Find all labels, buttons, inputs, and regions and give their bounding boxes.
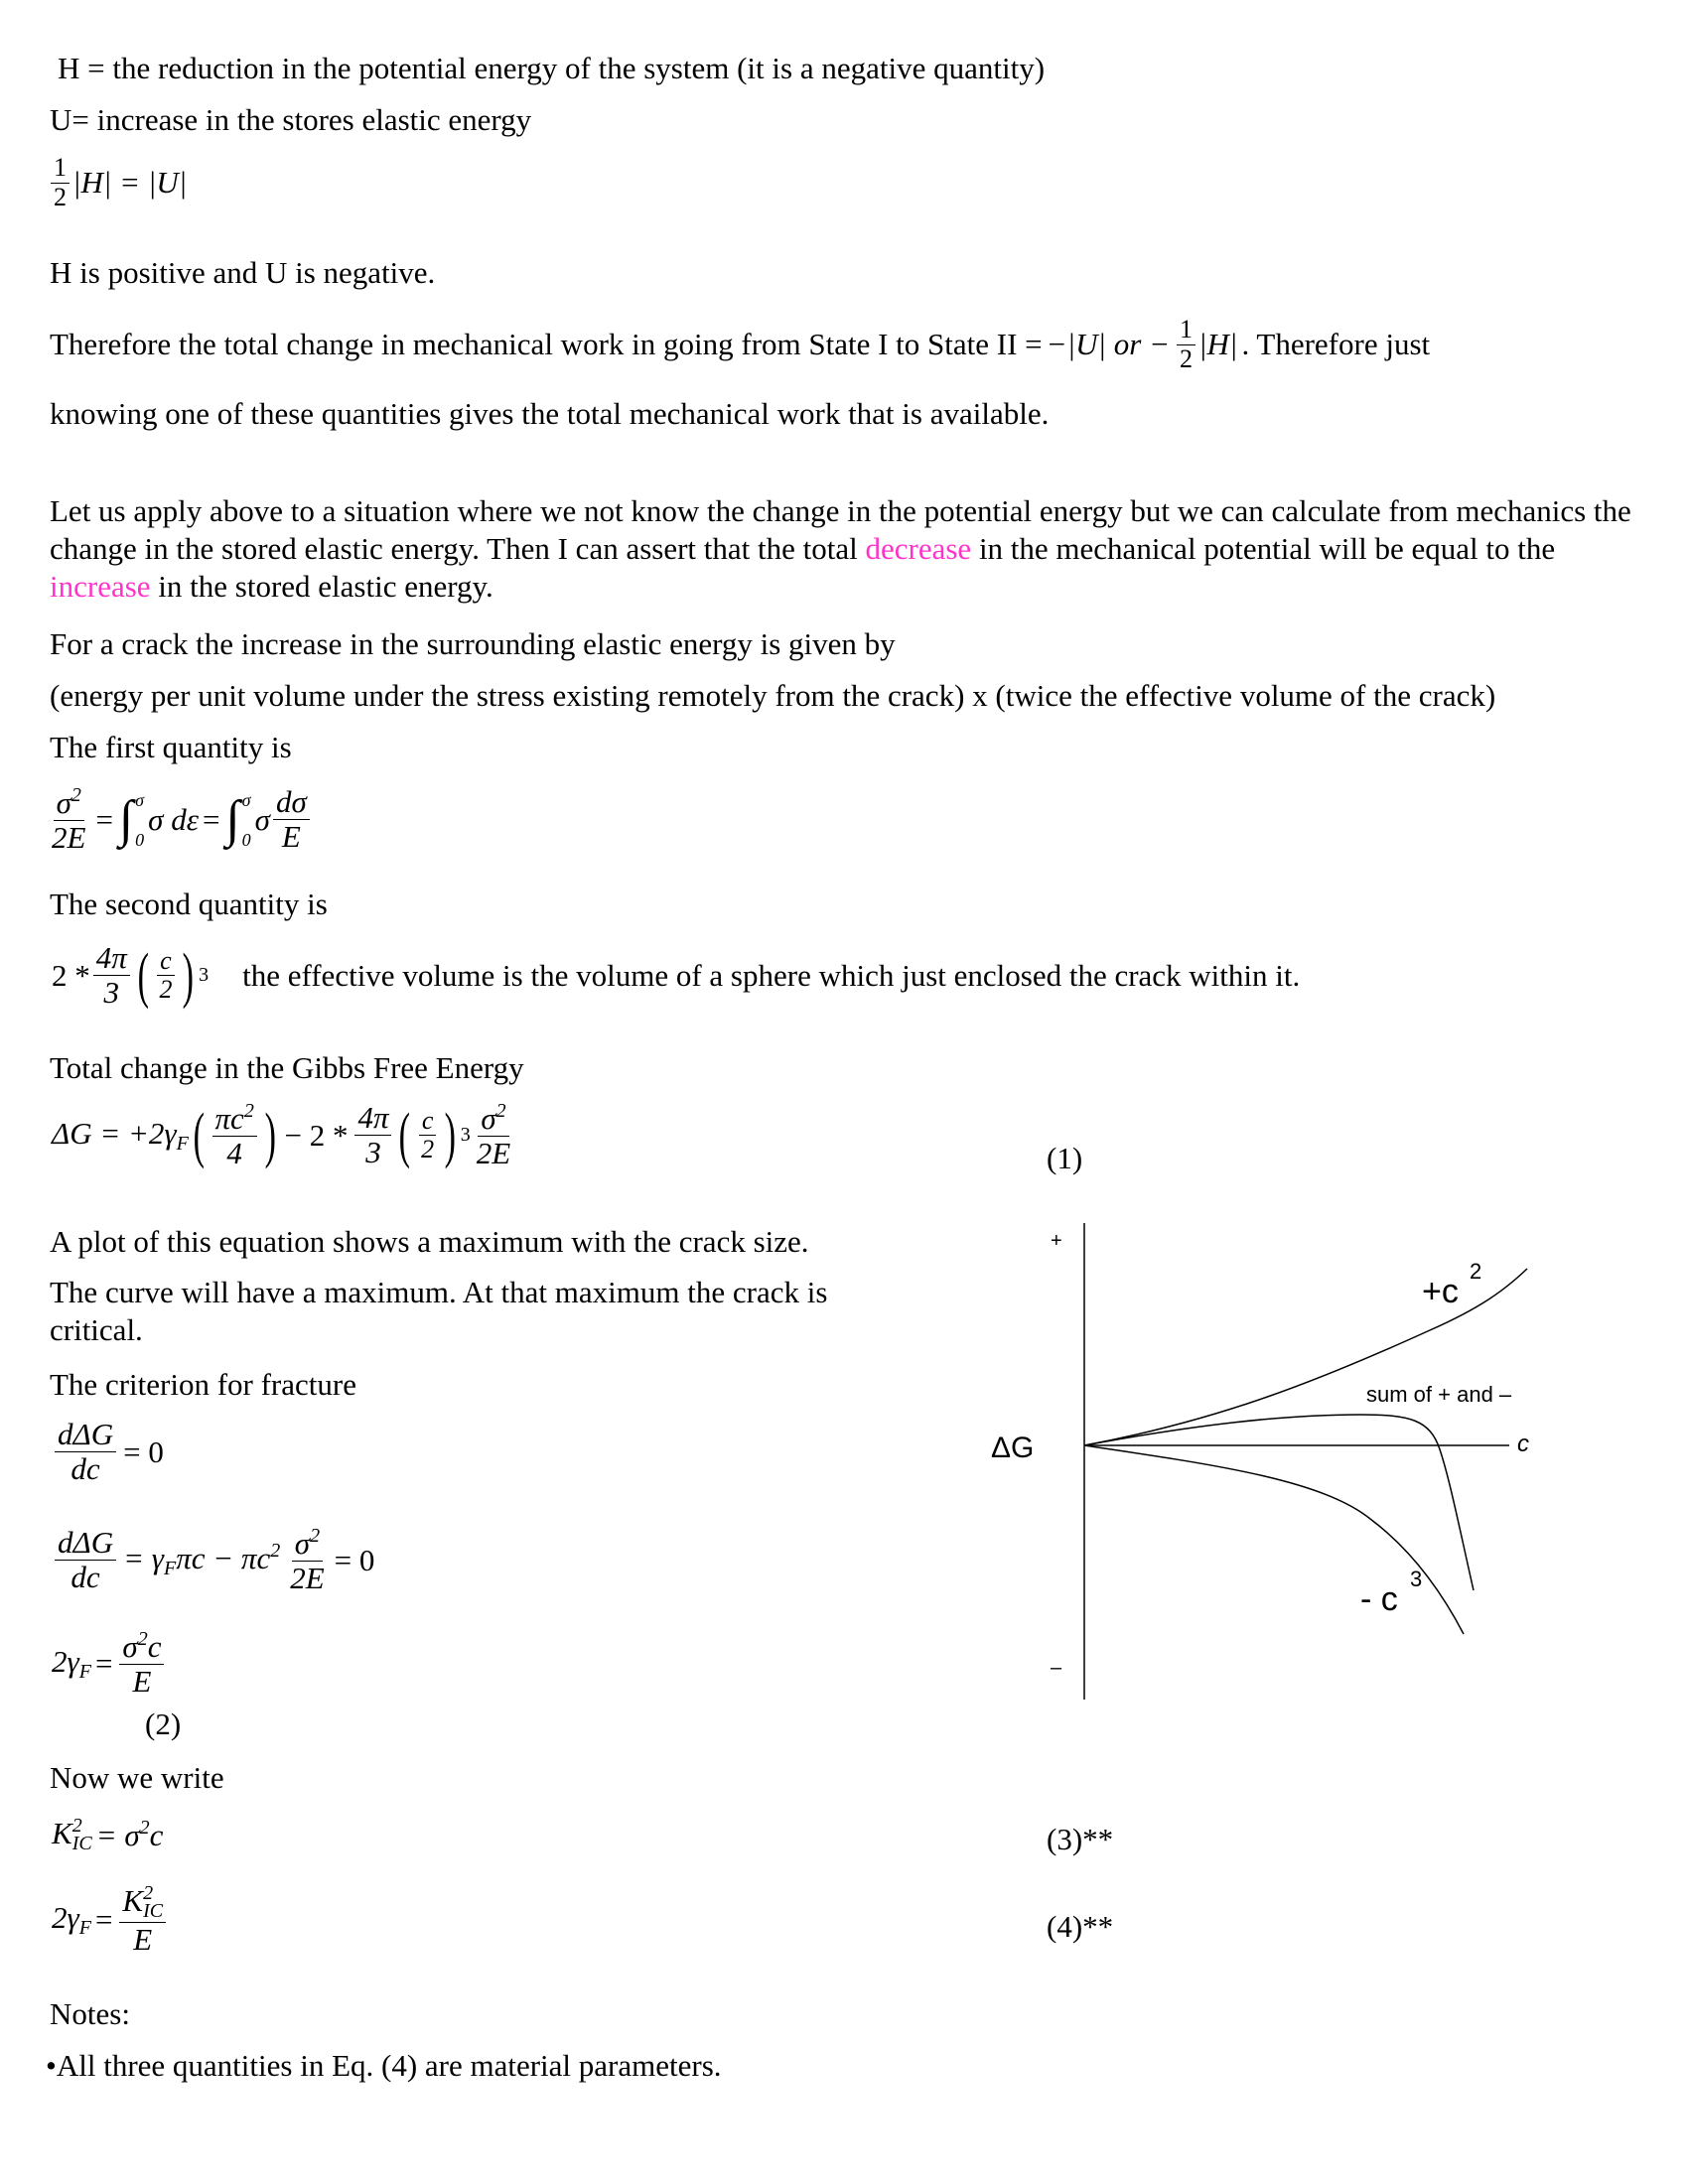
work-continued: knowing one of these quantities gives the total mechanical work that is available. <box>50 396 1050 431</box>
criterion: The criterion for fracture <box>50 1367 356 1402</box>
eq1-label: (1) <box>1047 1141 1083 1175</box>
curve-sum-label: sum of + and – <box>1366 1382 1512 1407</box>
curve-positive-exponent: 2 <box>1470 1259 1482 1284</box>
apply-text-3: in the stored elastic energy. <box>158 569 493 604</box>
sign-note: H is positive and U is negative. <box>50 255 436 290</box>
apply-paragraph <box>50 492 1638 606</box>
graph-y-minus: – <box>1051 1657 1062 1679</box>
eq2-label: (2) <box>145 1706 182 1741</box>
equation-derivative-expanded: $\frac{\text{dΔG}}{dc}$ = $\gamma_F\pi c - \pi c^2$ $\frac{\sigma^2}{2E}$ = 0 <box>52 1525 378 1595</box>
equation-2: $2\gamma_F$ = $\frac{\sigma^2c}{E}$ <box>52 1628 167 1699</box>
equation-strain-energy: $\frac{\sigma^2}{2E}$ = ∫ σ 0 σ dε = ∫ σ 0 σ $\frac{d\sigma}{E}$ <box>46 784 313 855</box>
work-line: Therefore the total change in mechanical work in going from State I to State II = −|U| or − $\frac{1}{2}$ |H| . Therefore just <box>50 315 1431 373</box>
notes-bullet-1: •All three quantities in Eq. (4) are material parameters. <box>46 2048 722 2083</box>
gibbs-heading: Total change in the Gibbs Free Energy <box>50 1050 524 1085</box>
work-post: . Therefore just <box>1241 327 1431 362</box>
graph-x-label: c <box>1517 1431 1529 1457</box>
apply-increase: increase <box>50 569 151 604</box>
apply-text-1: Let us apply above to a situation where we not know the change in the potential energy but we can calculate from mechanics the change in the stored elastic energy. Then I can assert that the total <box>50 493 1631 566</box>
notes-heading: Notes: <box>50 1996 130 2031</box>
equation-derivative-zero: $\frac{\text{dΔG}}{dc}$ = 0 <box>52 1418 168 1486</box>
effective-volume-text: the effective volume is the volume of a sphere which just enclosed the crack within it. <box>242 957 1301 993</box>
plot-text-1: A plot of this equation shows a maximum with the crack size. <box>50 1224 809 1259</box>
u-definition: U= increase in the stores elastic energy <box>50 102 532 137</box>
curve-positive-label: +c <box>1422 1273 1459 1310</box>
second-quantity: The second quantity is <box>50 887 328 921</box>
curve-positive-c2 <box>1084 1269 1527 1445</box>
equation-4: $2\gamma_F$ = $\frac{K^2_{IC}}{E}$ <box>52 1882 169 1957</box>
eq3-label: (3)** <box>1047 1822 1114 1856</box>
plot-text-2: The curve will have a maximum. At that maximum the crack is critical. <box>50 1275 828 1347</box>
graph-y-plus: + <box>1051 1230 1062 1252</box>
curve-negative-label: - c <box>1360 1580 1398 1618</box>
curve-negative-c3 <box>1084 1445 1464 1634</box>
first-quantity: The first quantity is <box>50 730 292 764</box>
now-write: Now we write <box>50 1760 224 1795</box>
apply-decrease: decrease <box>865 531 972 566</box>
equation-3: $K^2_{IC}$ = $\sigma^2c$ <box>52 1815 164 1854</box>
equation-effective-volume: 2 * $\frac{4\pi}{3}$ ( $\frac{c}{2}$ ) 3 the effective volume is the volume of a sphere which just enclosed the crack within it. <box>52 940 1301 1011</box>
equation-half-h-equals-u: $\frac{1}{2}$ |H| = |U| <box>48 154 187 211</box>
work-pre: Therefore the total change in mechanical work in going from State I to State II = <box>50 327 1043 362</box>
equation-gibbs: $\Delta G = +2\gamma_F$ ( $\frac{\pi c^2}{4}$ ) − 2 * $\frac{4\pi}{3}$ ( $\frac{c}{2}$ ) 3 $\frac{\sigma^2}{2E}$ <box>52 1100 511 1171</box>
curve-sum <box>1084 1415 1474 1590</box>
eq4-label: (4)** <box>1047 1909 1114 1944</box>
energy-expression: (energy per unit volume under the stress existing remotely from the crack) x (twice the effective volume of the crack) <box>50 678 1496 713</box>
curve-negative-exponent: 3 <box>1410 1567 1423 1591</box>
graph-y-label: ΔG <box>991 1432 1035 1464</box>
h-definition: H = the reduction in the potential energy of the system (it is a negative quantity) <box>58 51 1046 85</box>
crack-intro: For a crack the increase in the surrounding elastic energy is given by <box>50 626 896 661</box>
apply-text-2: in the mechanical potential will be equal to the <box>978 531 1556 566</box>
